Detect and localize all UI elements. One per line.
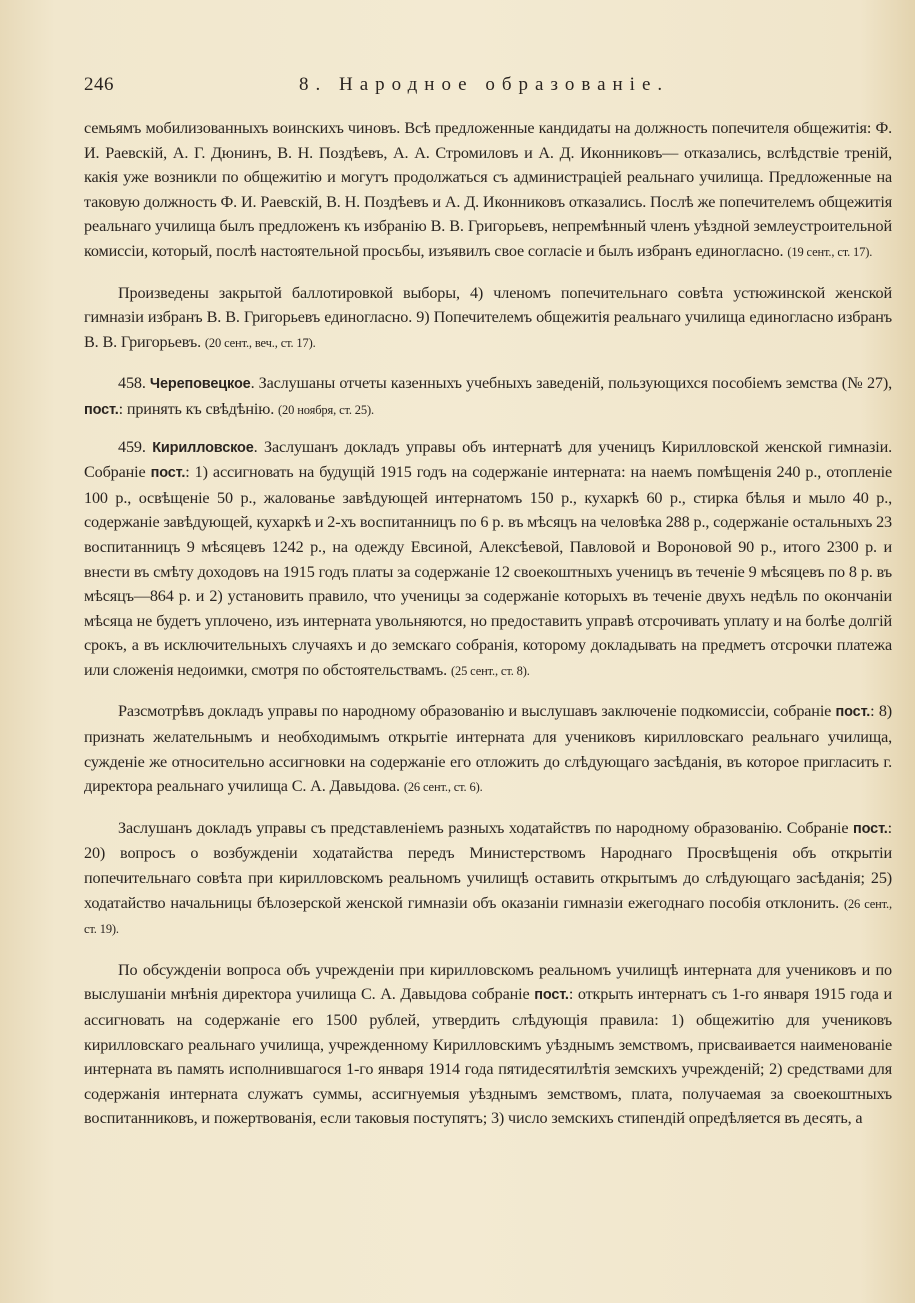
paragraph-text: : открыть интернатъ съ 1-го января 1915 года и ассигновать на содержаніе его 1500 рублей, утвердить слѣдующія правила: 1) общежитію для учениковъ кирилловскаго реальнаго училища, учрежденному Кирилловскимъ уѣзднымъ земствомъ, присваивается наименованіе интерната въ память исполнившагося 1-го января 1914 года пятидесятилѣтія земскихъ учрежденій; 2) средствами для содержанія интерната служатъ суммы, ассигнуемыя уѣзднымъ земствомъ, плата, получаемая за своекоштныхъ воспитанниковъ, и пожертвованія, если таковыя поступятъ; 3) число земскихъ стипендій опредѣляется въ десять, а bbox=[84, 985, 892, 1128]
paragraph-text: Заслушанъ докладъ управы съ представленіемъ разныхъ ходатайствъ по народному образованію. Собраніе bbox=[118, 818, 849, 837]
session-reference: (26 сент., ст. 6). bbox=[403, 780, 483, 795]
resolution-marker: пост. bbox=[150, 465, 186, 482]
paragraph-7 bbox=[84, 958, 892, 1131]
paragraph-text: Произведены закрытой баллотировкой выборы, 4) членомъ попечительнаго совѣта устюжинской женской гимназіи избранъ В. В. Григорьевъ единогласно. 9) Попечителемъ общежитія реальнаго училища единогласно избранъ В. В. Григорьевъ. bbox=[84, 283, 892, 351]
session-reference: (20 ноября, ст. 25). bbox=[278, 402, 374, 417]
session-reference: (19 сент., ст. 17). bbox=[787, 244, 873, 259]
session-reference: (20 сент., веч., ст. 17). bbox=[204, 335, 316, 350]
paragraph-2 bbox=[84, 281, 892, 356]
paragraph-text: : 8) признать желательнымъ и необходимымъ открытіе интерната для учениковъ кирилловскаго реальнаго училища, сужденіе же относительно ассигновки на содержаніе его отложить до слѣдующаго засѣданія, въ которое пригласить г. директора реальнаго училища С. А. Давыдова. bbox=[84, 702, 893, 796]
resolution-marker: пост. bbox=[534, 987, 569, 1004]
resolution-marker: пост. bbox=[84, 401, 119, 418]
paragraph-6 bbox=[84, 816, 892, 942]
paragraph-5 bbox=[84, 699, 892, 799]
page-number: 246 bbox=[84, 74, 114, 95]
paragraph-text: : 1) ассигновать на будущій 1915 годъ на содержаніе интерната: на наемъ помѣщенія 240 р., отопленіе 100 р., освѣщеніе 50 р., жалованье завѣдующей интернатомъ 150 р., кухаркѣ 60 р., стирка бѣлья и мыло 40 р., содержаніе завѣдующей, кухаркѣ и 2-хъ воспитанницъ по 6 р. въ мѣсяцъ на человѣка 288 р., содержаніе остальныхъ 23 воспитанницъ 9 мѣсяцевъ 1242 р., на одежду Евсиной, Алексѣевой, Павловой и Вороновой 90 р., итого 2300 р. и внести въ смѣту доходовъ на 1915 годъ платы за содержаніе 12 своекоштныхъ ученицъ въ теченіе 9 мѣсяцевъ по 8 р. въ мѣсяцъ—864 р. и 2) установить правило, что ученицы за содержаніе которыхъ въ теченіе двухъ недѣль по окончаніи мѣсяца не будетъ уплочено, изъ интерната увольняются, но предоставить управѣ отсрочивать уплату и на болѣе долгій срокъ, а въ исключительныхъ случаяхъ и до земскаго собранія, которому докладывать на предметъ отсрочки платежа или сложенія недоимки, смотря по обстоятельствамъ. bbox=[84, 463, 892, 679]
paragraph-text: семьямъ мобилизованныхъ воинскихъ чиновъ. Всѣ предложенные кандидаты на должность попечителя общежитія: Ф. И. Раевскій, А. Г. Дюнинъ, В. Н. Поздѣевъ, А. А. Стромиловъ и А. Д. Иконниковъ— отказались, вслѣдствіе треній, какія уже возникли по общежитію и могутъ продолжаться съ администраціей реальнаго училища. Предложенные на таковую должность Ф. И. Раевскій, В. Н. Поздѣевъ и А. Д. Иконниковъ отказались. Послѣ же попечителемъ общежитія реальнаго училища былъ предложенъ къ избранію В. В. Григорьевъ, непремѣнный членъ уѣздной землеустроительной комиссіи, который, послѣ настоятельной просьбы, изъявилъ свое согласіе и былъ избранъ единогласно. bbox=[84, 119, 892, 260]
entry-number: 459. bbox=[118, 437, 146, 456]
paragraph-458 bbox=[84, 371, 892, 422]
session-reference: (26 сент., ст. 19). bbox=[84, 896, 892, 937]
zemstvo-name: Череповецкое bbox=[149, 376, 251, 393]
session-reference: (25 сент., ст. 8). bbox=[450, 663, 530, 678]
resolution-marker: пост. bbox=[835, 704, 871, 721]
running-head: 8. Народное образованіе. bbox=[299, 74, 670, 95]
resolution-marker: пост. bbox=[853, 820, 888, 837]
paragraph-text: По обсужденіи вопроса объ учрежденіи при кирилловскомъ реальномъ училищѣ интерната для учениковъ и по выслушаніи мнѣнія директора училища С. А. Давыдова собраніе bbox=[84, 960, 892, 1004]
paragraph-text: : 20) вопросъ о возбужденіи ходатайства передъ Министерствомъ Народнаго Просвѣщенія объ открытіи попечительнаго совѣта при кирилловскомъ реальномъ училищѣ оставить открытымъ до слѣдующаго засѣданія; 25) ходатайство начальницы бѣлозерской женской гимназіи объ оказаніи гимназіи ежегоднаго пособія отклонить. bbox=[84, 818, 892, 912]
paragraph-text: . Заслушаны отчеты казенныхъ учебныхъ заведеній, пользующихся пособіемъ земства (№ 27), bbox=[250, 374, 892, 393]
paragraph-text: : принять къ свѣдѣнію. bbox=[118, 399, 275, 418]
paragraph-text: . Заслушанъ докладъ управы объ интернатѣ для ученицъ Кирилловской женской гимназіи. Собраніе bbox=[84, 437, 892, 482]
body-text bbox=[84, 116, 892, 1147]
page-header bbox=[84, 74, 875, 104]
entry-number: 458. bbox=[118, 374, 146, 393]
paragraph-459 bbox=[84, 435, 892, 684]
paragraph-text: Разсмотрѣвъ докладъ управы по народному образованію и выслушавъ заключеніе подкомиссіи, собраніе bbox=[118, 702, 832, 721]
zemstvo-name: Кирилловское bbox=[152, 439, 254, 456]
paragraph-1 bbox=[84, 116, 892, 265]
